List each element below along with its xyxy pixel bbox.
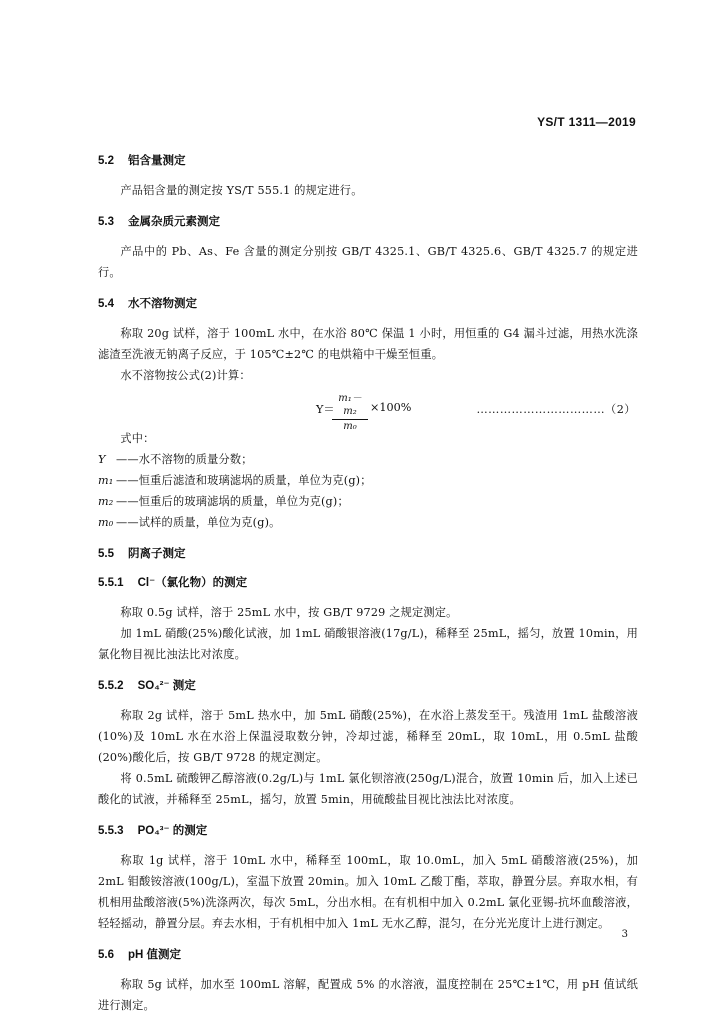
section-number: 5.4: [98, 298, 114, 310]
paragraph: 称取 1g 试样，溶于 10mL 水中，稀释至 100mL，取 10.0mL，加入 5mL 硝酸溶液(25%)，加 2mL 钼酸铵溶液(100g/L)，室温下放置 20min。加入 10mL 乙酸丁酯，萃取，静置分层。弃取水相，有机相用盐酸溶液(5%)洗涤两次，每次 5mL，分出水相。在有机相中加入 0.2mL 氯化亚锡-抗坏血酸溶液，轻轻摇动，静置分层。弃去水相，于有机相中加入 1mL 无水乙醇，混匀，在分光光度计上进行测定。: [98, 854, 638, 930]
section-heading-5-4: [98, 294, 638, 314]
section-number: 5.5: [98, 548, 114, 560]
formula-denominator: m₀: [343, 421, 357, 432]
paragraph: 产品铝含量的测定按 YS/T 555.1 的规定进行。: [120, 184, 363, 197]
section-heading-5-5-2: [98, 676, 638, 696]
page-number: 3: [621, 929, 628, 940]
paragraph: 称取 2g 试样，溶于 5mL 热水中，加 5mL 硝酸(25%)，在水浴上蒸发至干。残渣用 1mL 盐酸溶液(10%)及 10mL 水在水浴上保温浸取数分钟，冷却过滤，稀释至 20mL，取 10mL，用 0.5mL 盐酸(20%)酸化后，按 GB/T 9728 的规定测定。: [98, 709, 638, 764]
section-title: 金属杂质元素测定: [128, 216, 220, 228]
section-number: 5.3: [98, 216, 114, 228]
where-label: 式中：: [120, 432, 155, 445]
formula-fraction: [332, 392, 368, 434]
symbol-desc: ——恒重后滤渣和玻璃滤埚的质量，单位为克(g)；: [116, 474, 372, 487]
section-heading-5-3: [98, 212, 638, 232]
section-number: 5.2: [98, 155, 114, 167]
symbol: m₁: [98, 474, 114, 487]
symbol-definition: [98, 512, 638, 533]
symbol-definition: [98, 470, 638, 491]
paragraph: 称取 5g 试样，加水至 100mL 溶解，配置成 5% 的水溶液，温度控制在 25℃±1℃，用 pH 值试纸进行测定。: [98, 978, 638, 1012]
formula-rhs: ×100%: [370, 401, 412, 414]
formula-numerator: m₁－m₂: [332, 392, 368, 420]
section-heading-5-5: [98, 544, 638, 564]
symbol-definition: [98, 491, 638, 512]
symbol: m₀: [98, 516, 114, 529]
section-heading-5-5-1: [98, 573, 638, 593]
paragraph: 将 0.5mL 硫酸钾乙醇溶液(0.2g/L)与 1mL 氯化钡溶液(250g/L)混合，放置 10min 后，加入上述已酸化的试液，并稀释至 25mL，摇匀，放置 5min，用硫酸盐目视比浊法比对浓度。: [98, 772, 638, 806]
symbol-desc: ——试样的质量，单位为克(g)。: [116, 516, 281, 529]
formula-number: ……………………………（2）: [476, 403, 636, 416]
section-title: pH 值测定: [128, 949, 182, 961]
symbol-desc: ——恒重后的玻璃滤埚的质量，单位为克(g)；: [116, 495, 349, 508]
section-heading-5-6: [98, 945, 638, 965]
paragraph: 加 1mL 硝酸(25%)酸化试液，加 1mL 硝酸银溶液(17g/L)，稀释至 25mL，摇匀，放置 10min，用氯化物目视比浊法比对浓度。: [98, 627, 638, 661]
symbol-desc: ——水不溶物的质量分数；: [116, 453, 253, 466]
section-heading-5-5-3: [98, 821, 638, 841]
formula-2: [98, 390, 638, 432]
section-number: 5.5.3: [98, 825, 124, 837]
section-title: 铝含量测定: [128, 155, 186, 167]
paragraph: 称取 20g 试样，溶于 100mL 水中，在水浴 80℃ 保温 1 小时，用恒重的 G4 漏斗过滤，用热水洗涤滤渣至洗液无钠离子反应，于 105℃±2℃ 的电烘箱中干燥至恒重。: [98, 327, 638, 361]
document-body: [98, 151, 638, 1016]
standard-code: YS/T 1311—2019: [537, 115, 636, 129]
paragraph: 产品中的 Pb、As、Fe 含量的测定分别按 GB/T 4325.1、GB/T 4325.6、GB/T 4325.7 的规定进行。: [98, 245, 638, 279]
paragraph: 称取 0.5g 试样，溶于 25mL 水中，按 GB/T 9729 之规定测定。: [120, 606, 458, 619]
section-title: 阴离子测定: [128, 548, 186, 560]
paragraph: 水不溶物按公式(2)计算：: [120, 369, 251, 382]
formula-lhs: Y＝: [316, 403, 335, 416]
section-heading-5-2: [98, 151, 638, 171]
section-number: 5.5.1: [98, 577, 124, 589]
symbol: Y: [98, 453, 106, 466]
section-title: 水不溶物测定: [128, 298, 197, 310]
symbol: m₂: [98, 495, 114, 508]
section-number: 5.5.2: [98, 680, 124, 692]
section-title: SO₄²⁻ 测定: [137, 680, 196, 692]
section-title: PO₄³⁻ 的测定: [137, 825, 208, 837]
section-title: Cl⁻（氯化物）的测定: [137, 577, 248, 589]
symbol-definition: [98, 449, 638, 470]
section-number: 5.6: [98, 949, 114, 961]
